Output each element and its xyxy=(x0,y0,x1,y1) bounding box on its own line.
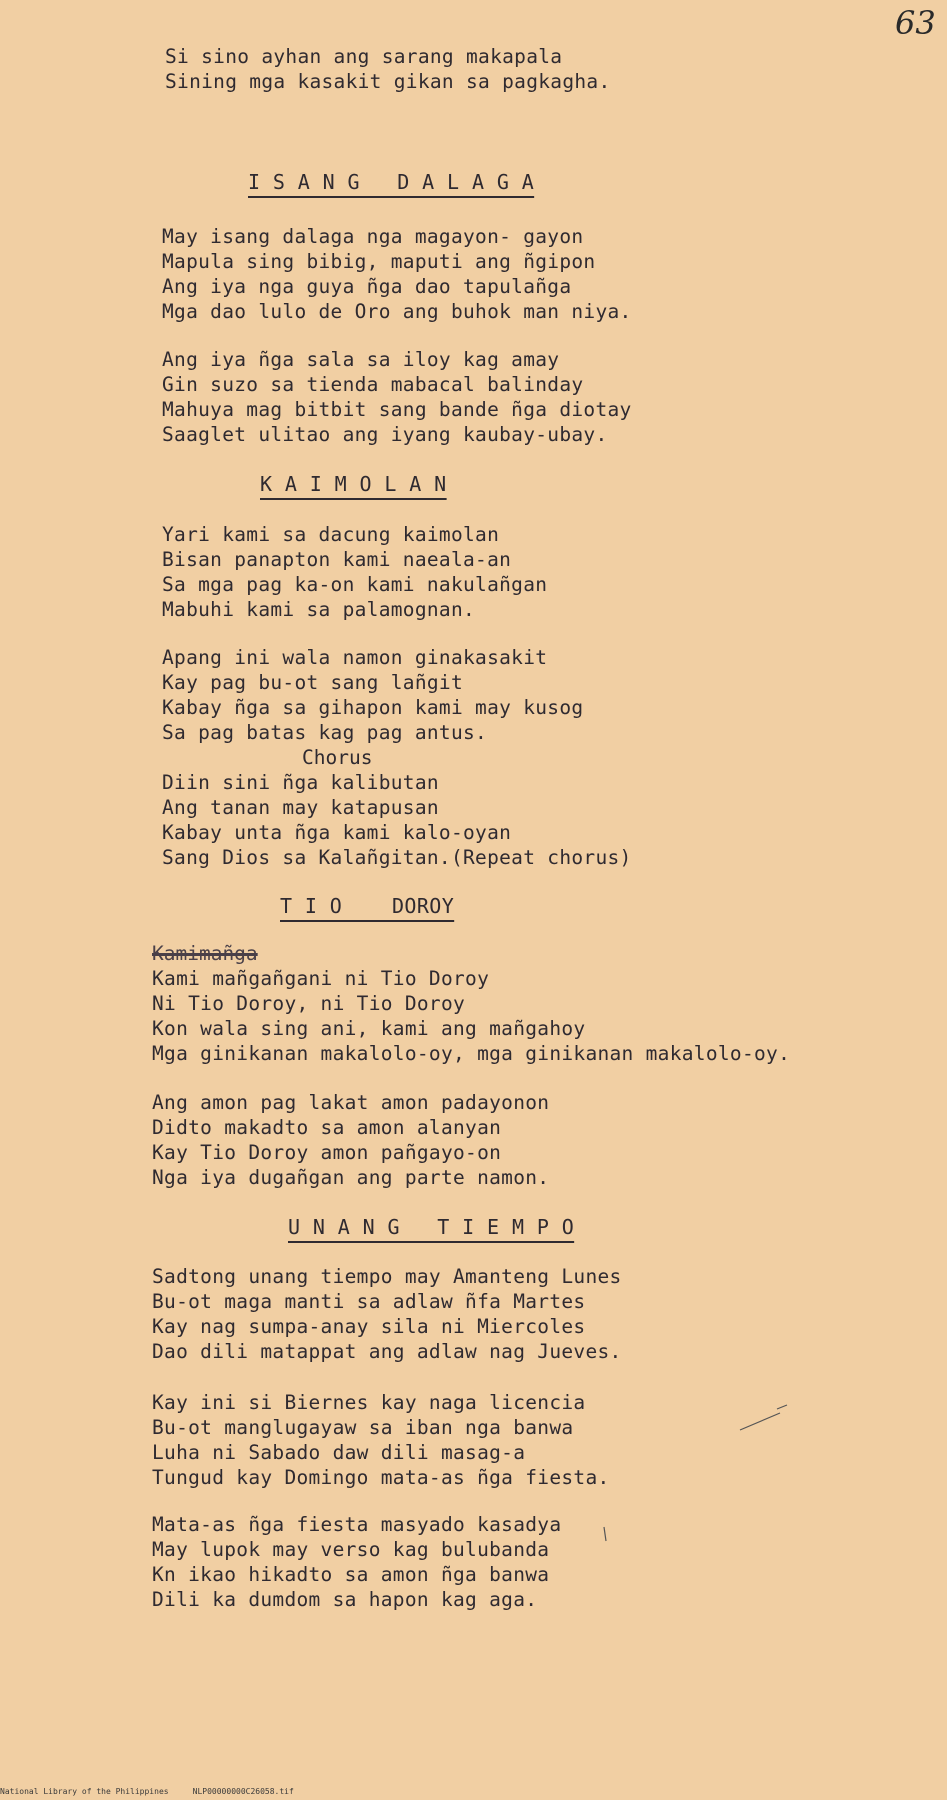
verse-line: Didto makadto sa amon alanyan xyxy=(152,1116,502,1139)
verse-line: Mga dao lulo de Oro ang buhok man niya. xyxy=(162,300,632,323)
verse-line: Mata-as ñga fiesta masyado kasadya xyxy=(152,1513,562,1536)
intro-line: Sining mga kasakit gikan sa pagkagha. xyxy=(165,70,611,93)
song-title-tio-doroy: T I O DOROY xyxy=(280,894,455,918)
struck-out-line: Kamimañga xyxy=(152,942,258,965)
verse-line: Tungud kay Domingo mata-as ñga fiesta. xyxy=(152,1466,610,1489)
verse-line: Saaglet ulitao ang iyang kaubay-ubay. xyxy=(162,423,608,446)
chorus-line: Ang tanan may katapusan xyxy=(162,796,439,819)
chorus-line: Diin sini ñga kalibutan xyxy=(162,771,439,794)
verse-line: Mapula sing bibig, maputi ang ñgipon xyxy=(162,250,596,273)
verse-line: Kay nag sumpa-anay sila ni Miercoles xyxy=(152,1315,586,1338)
verse-line: Mga ginikanan makalolo-oy, mga ginikanan makalolo-oy. xyxy=(152,1042,791,1065)
verse-line: Ang amon pag lakat amon padayonon xyxy=(152,1091,550,1114)
verse-line: Bu-ot maga manti sa adlaw ñfa Martes xyxy=(152,1290,586,1313)
stanza xyxy=(162,522,547,622)
verse-line: Nga iya dugañgan ang parte namon. xyxy=(152,1166,550,1189)
verse-line: Gin suzo sa tienda mabacal balinday xyxy=(162,373,584,396)
verse-line: Ang iya nga guya ñga dao tapulañga xyxy=(162,275,572,298)
stanza xyxy=(152,1264,622,1364)
verse-line: Bisan panapton kami naeala-an xyxy=(162,548,512,571)
verse-line: Kon wala sing ani, kami ang mañgahoy xyxy=(152,1017,586,1040)
verse-line: May isang dalaga nga magayon- gayon xyxy=(162,225,584,248)
verse-line: Luha ni Sabado daw dili masag-a xyxy=(152,1441,526,1464)
stanza xyxy=(162,645,632,870)
verse-line: Kami mañgañgani ni Tio Doroy xyxy=(152,967,490,990)
stanza xyxy=(152,1390,610,1490)
verse-line: May lupok may verso kag bulubanda xyxy=(152,1538,550,1561)
verse-line: Ni Tio Doroy, ni Tio Doroy xyxy=(152,992,466,1015)
stanza xyxy=(152,1512,561,1612)
verse-line: Kay ini si Biernes kay naga licencia xyxy=(152,1391,586,1414)
verse-line: Kn ikao hikadto sa amon ñga banwa xyxy=(152,1563,550,1586)
chorus-label: Chorus xyxy=(302,746,373,769)
stanza xyxy=(152,941,790,1066)
pencil-mark xyxy=(735,1395,795,1435)
verse-line: Dao dili matappat ang adlaw nag Jueves. xyxy=(152,1340,622,1363)
song-title-isang-dalaga: I S A N G D A L A G A xyxy=(248,170,535,194)
song-title-kaimolan: K A I M O L A N xyxy=(260,472,447,496)
verse-line: Sadtong unang tiempo may Amanteng Lunes xyxy=(152,1265,622,1288)
pencil-mark xyxy=(600,1525,610,1545)
verse-line: Kay pag bu-ot sang lañgit xyxy=(162,671,463,694)
stanza xyxy=(162,224,632,324)
intro-line: Si sino ayhan ang sarang makapala xyxy=(165,45,563,68)
archive-footer: National Library of the Philippines NLP00000000C26058.tif xyxy=(0,1787,294,1796)
verse-line: Sa mga pag ka-on kami nakulañgan xyxy=(162,573,548,596)
stanza xyxy=(162,347,632,447)
verse-line: Mahuya mag bitbit sang bande ñga diotay xyxy=(162,398,632,421)
song-title-unang-tiempo: U N A N G T I E M P O xyxy=(288,1215,575,1239)
stanza xyxy=(152,1090,549,1190)
verse-line: Apang ini wala namon ginakasakit xyxy=(162,646,548,669)
intro-stanza xyxy=(165,44,610,94)
verse-line: Dili ka dumdom sa hapon kag aga. xyxy=(152,1588,538,1611)
verse-line: Bu-ot manglugayaw sa iban nga banwa xyxy=(152,1416,574,1439)
verse-line: Yari kami sa dacung kaimolan xyxy=(162,523,500,546)
verse-line: Kabay ñga sa gihapon kami may kusog xyxy=(162,696,584,719)
verse-line: Mabuhi kami sa palamognan. xyxy=(162,598,476,621)
verse-line: Kay Tio Doroy amon pañgayo-on xyxy=(152,1141,502,1164)
verse-line: Ang iya ñga sala sa iloy kag amay xyxy=(162,348,560,371)
page-number: 63 xyxy=(895,4,936,42)
chorus-line: Sang Dios sa Kalañgitan.(Repeat chorus) xyxy=(162,846,632,869)
verse-line: Sa pag batas kag pag antus. xyxy=(162,721,488,744)
chorus-line: Kabay unta ñga kami kalo-oyan xyxy=(162,821,512,844)
